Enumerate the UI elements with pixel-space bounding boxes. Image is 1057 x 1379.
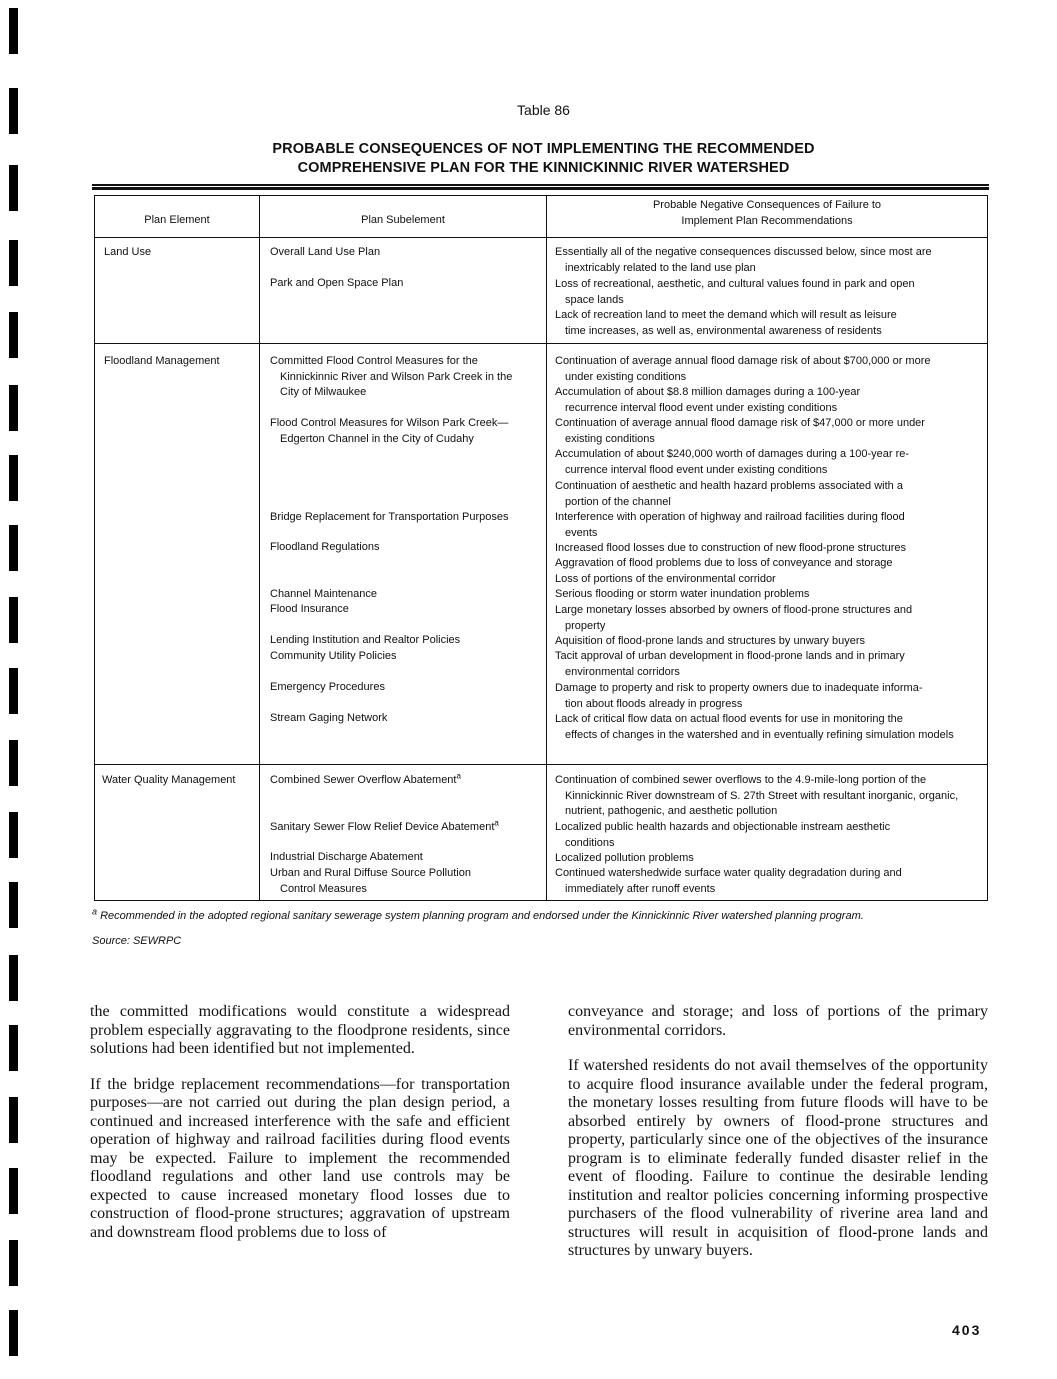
- table-bottom-line: [94, 900, 988, 901]
- table-title-line: PROBABLE CONSEQUENCES OF NOT IMPLEMENTING THE RECOMMENDED: [272, 141, 815, 157]
- consequence-line: Increased flood losses due to construction of new flood-prone structures: [555, 542, 906, 554]
- body-paragraph: conveyance and storage; and loss of portions of the primary environmental corridors.: [568, 1003, 988, 1039]
- consequence: [555, 681, 983, 712]
- element-water-quality: Water Quality Management: [102, 774, 236, 786]
- consequence-line: Localized pollution problems: [555, 852, 694, 864]
- consequence: [555, 479, 983, 510]
- subelement-cont: Control Measures: [280, 882, 367, 895]
- consequence-line: Continuation of aesthetic and health hazard problems associated with a: [555, 480, 903, 492]
- subelement-line: Park and Open Space Plan: [270, 277, 404, 289]
- page-number: 403: [952, 1322, 982, 1338]
- subelement: [270, 587, 542, 603]
- consequence-cont: conditions: [565, 836, 615, 849]
- body-paragraph: If watershed residents do not avail themselves of the opportunity to acquire flood insurance available under the federal program, the monetary losses resulting from future floods will have to be absorbed entirely by owners of flood-prone structures and property, particularly since one of the objectives of the insurance program is to eliminate federally funded disaster relief in the event of flooding. Failure to continue the desirable lending institution and realtor policies concerning informing prospective purchasers of the flood vulnerability of riverine area land and structures will result in acquisition of flood-prone lands and structures by unwary buyers.: [568, 1057, 988, 1259]
- binder-mark: [9, 1097, 18, 1143]
- consequence: [555, 820, 983, 851]
- subelement: [270, 245, 542, 261]
- body-right-column: [568, 1003, 988, 1278]
- subelement: [270, 633, 542, 649]
- consequence-line: Continued watershedwide surface water quality degradation during and: [555, 867, 902, 879]
- binder-mark: [9, 525, 18, 571]
- binder-mark: [9, 740, 18, 786]
- binder-mark: [9, 882, 18, 928]
- body-paragraph: the committed modifications would constitute a widespread problem especially aggravating to the floodprone residents, since solutions had been identified but not implemented.: [90, 1003, 510, 1057]
- binder-mark: [9, 668, 18, 714]
- consequence: [555, 712, 983, 743]
- consequence-cont: time increases, as well as, environmental awareness of residents: [565, 324, 882, 337]
- body-left-column: [90, 1003, 510, 1259]
- footnote-superscript: a: [494, 818, 499, 828]
- header-line: Probable Negative Consequences of Failure to: [652, 199, 882, 211]
- binder-mark: [9, 8, 18, 54]
- subelement: [270, 510, 542, 526]
- consequence-line: Continuation of average annual flood damage risk of about $700,000 or more: [555, 355, 931, 367]
- element-floodland: Floodland Management: [104, 355, 220, 367]
- footnote-text: Recommended in the adopted regional sanitary sewerage system planning program and endorsed under the Kinnickinnic River watershed planning program.: [100, 910, 864, 922]
- consequence-cont: Kinnickinnic River downstream of S. 27th Street with resultant inorganic, organic, nutrient, pathogenic, and aesthetic pollution: [565, 789, 959, 817]
- subelement-line: Committed Flood Control Measures for the: [270, 355, 478, 367]
- table-title: [0, 140, 1057, 178]
- binder-mark: [9, 1310, 18, 1356]
- consequence-cont: currence interval flood event under existing conditions: [565, 463, 828, 476]
- consequence-line: Interference with operation of highway and railroad facilities during flood: [555, 511, 905, 523]
- subelement-cont: Kinnickinnic River and Wilson Park Creek in the City of Milwaukee: [280, 370, 513, 398]
- column-divider: [259, 195, 260, 901]
- consequence-line: Lack of recreation land to meet the demand which will result as leisure: [555, 309, 897, 321]
- subelement-line: Urban and Rural Diffuse Source Pollution: [270, 867, 471, 879]
- consequence: [555, 541, 983, 557]
- table-source: Source: SEWRPC: [92, 935, 182, 947]
- header-plan-subelement: Plan Subelement: [361, 214, 445, 226]
- consequence: [555, 866, 983, 897]
- consequence: [555, 603, 983, 634]
- table-number: Table 86: [517, 102, 570, 118]
- binder-mark: [9, 455, 18, 501]
- consequence-line: Aquisition of flood-prone lands and structures by unwary buyers: [555, 635, 866, 647]
- subelement-line: Sanitary Sewer Flow Relief Device Abatement: [270, 821, 495, 833]
- consequence-line: Tacit approval of urban development in flood-prone lands and in primary: [555, 650, 905, 662]
- header-top-line: [94, 195, 988, 196]
- table-footnote: [92, 906, 864, 922]
- table-top-rule: [92, 184, 989, 186]
- binder-mark: [9, 955, 18, 1001]
- consequence-line: Essentially all of the negative consequences discussed below, since most are: [555, 246, 932, 258]
- consequence-line: Accumulation of about $8.8 million damages during a 100-year: [555, 386, 861, 398]
- subelement: [270, 850, 542, 866]
- binder-mark: [9, 240, 18, 286]
- consequence-line: Large monetary losses absorbed by owners of flood-prone structures and: [555, 604, 913, 616]
- consequence: [555, 354, 983, 385]
- binder-mark: [9, 1168, 18, 1214]
- subelement-line: Combined Sewer Overflow Abatement: [270, 774, 457, 786]
- header-line: Implement Plan Recommendations: [681, 214, 853, 227]
- consequence: [555, 556, 983, 572]
- subelement-line: Overall Land Use Plan: [270, 246, 381, 258]
- consequence-cont: existing conditions: [565, 432, 655, 445]
- consequence-line: Loss of recreational, aesthetic, and cultural values found in park and open: [555, 278, 915, 290]
- binder-mark: [9, 385, 18, 431]
- table-right-border: [987, 195, 988, 901]
- subelement: [270, 773, 542, 789]
- subelement: [270, 866, 542, 897]
- consequence-line: Loss of portions of the environmental corridor: [555, 573, 776, 585]
- consequence-cont: environmental corridors: [565, 665, 680, 678]
- consequence-cont: recurrence interval flood event under existing conditions: [565, 401, 838, 414]
- binder-mark: [9, 312, 18, 358]
- element-land-use: Land Use: [104, 246, 152, 258]
- subelement: [270, 820, 542, 836]
- consequence-line: Continuation of average annual flood damage risk of $47,000 or more under: [555, 417, 925, 429]
- consequence-cont: immediately after runoff events: [565, 882, 716, 895]
- subelement: [270, 680, 542, 696]
- binder-mark: [9, 597, 18, 643]
- binder-mark: [9, 812, 18, 858]
- consequence: [555, 587, 983, 603]
- subelement-line: Bridge Replacement for Transportation Purposes: [270, 511, 509, 523]
- subelement: [270, 354, 542, 401]
- consequence-cont: effects of changes in the watershed and in eventually refining simulation models: [565, 728, 954, 741]
- consequence: [555, 308, 983, 339]
- binder-mark: [9, 1025, 18, 1071]
- consequence-cont: inextricably related to the land use plan: [565, 261, 756, 274]
- consequence-cont: events: [565, 526, 598, 539]
- table-top-rule-thick: [92, 187, 989, 190]
- header-plan-element: Plan Element: [144, 214, 210, 226]
- row-divider: [94, 764, 988, 765]
- consequence: [555, 851, 983, 867]
- consequence: [555, 416, 983, 447]
- subelement-line: Channel Maintenance: [270, 588, 378, 600]
- consequence: [555, 245, 983, 276]
- subelement: [270, 540, 542, 556]
- consequence-line: Localized public health hazards and objectionable instream aesthetic: [555, 821, 891, 833]
- consequence-line: Accumulation of about $240,000 worth of damages during a 100-year re-: [555, 448, 910, 460]
- subelement-line: Emergency Procedures: [270, 681, 385, 693]
- consequence: [555, 649, 983, 680]
- binder-mark: [9, 1240, 18, 1286]
- consequence-line: Continuation of combined sewer overflows to the 4.9-mile-long portion of the: [555, 774, 927, 786]
- subelement: [270, 649, 542, 665]
- subelement-line: Flood Control Measures for Wilson Park Creek—: [270, 417, 509, 429]
- subelement-line: Industrial Discharge Abatement: [270, 851, 423, 863]
- subelement: [270, 416, 542, 447]
- subelement-line: Stream Gaging Network: [270, 712, 388, 724]
- column-divider: [546, 195, 547, 901]
- consequence-line: Lack of critical flow data on actual flood events for use in monitoring the: [555, 713, 903, 725]
- footnote-mark: a: [92, 906, 98, 917]
- subelement-line: Floodland Regulations: [270, 541, 380, 553]
- subelement-line: Community Utility Policies: [270, 650, 397, 662]
- consequence: [555, 572, 983, 588]
- consequence-cont: property: [565, 619, 606, 632]
- subelement: [270, 711, 542, 727]
- consequence: [555, 773, 983, 820]
- subelement: [270, 276, 542, 292]
- consequence-line: Damage to property and risk to property owners due to inadequate informa-: [555, 682, 923, 694]
- table-title-line: COMPREHENSIVE PLAN FOR THE KINNICKINNIC RIVER WATERSHED: [297, 160, 790, 176]
- table-left-border: [94, 195, 95, 901]
- consequence-cont: under existing conditions: [565, 370, 687, 383]
- header-bottom-line: [94, 237, 988, 238]
- consequence: [555, 277, 983, 308]
- footnote-superscript: a: [456, 771, 461, 781]
- subelement-line: Flood Insurance: [270, 603, 349, 615]
- consequence: [555, 634, 983, 650]
- consequence-cont: portion of the channel: [565, 495, 671, 508]
- consequence: [555, 385, 983, 416]
- consequence: [555, 447, 983, 478]
- consequence-line: Aggravation of flood problems due to loss of conveyance and storage: [555, 557, 893, 569]
- consequence-cont: tion about floods already in progress: [565, 697, 743, 710]
- header-consequences: [547, 198, 987, 229]
- subelement: [270, 602, 542, 618]
- consequence-line: Serious flooding or storm water inundation problems: [555, 588, 810, 600]
- subelement-cont: Edgerton Channel in the City of Cudahy: [280, 432, 474, 445]
- subelement-line: Lending Institution and Realtor Policies: [270, 634, 461, 646]
- consequence: [555, 510, 983, 541]
- row-divider: [94, 343, 988, 344]
- consequence-cont: space lands: [565, 293, 624, 306]
- body-paragraph: If the bridge replacement recommendations—for transportation purposes—are not carried out during the plan design period, a continued and increased interference with the safe and efficient operation of highway and railroad facilities during flood events may be expected. Failure to implement the recommended floodland regulations and other land use controls may be expected to cause increased monetary flood losses due to construction of flood-prone structures; aggravation of upstream and downstream flood problems due to loss of: [90, 1075, 510, 1241]
